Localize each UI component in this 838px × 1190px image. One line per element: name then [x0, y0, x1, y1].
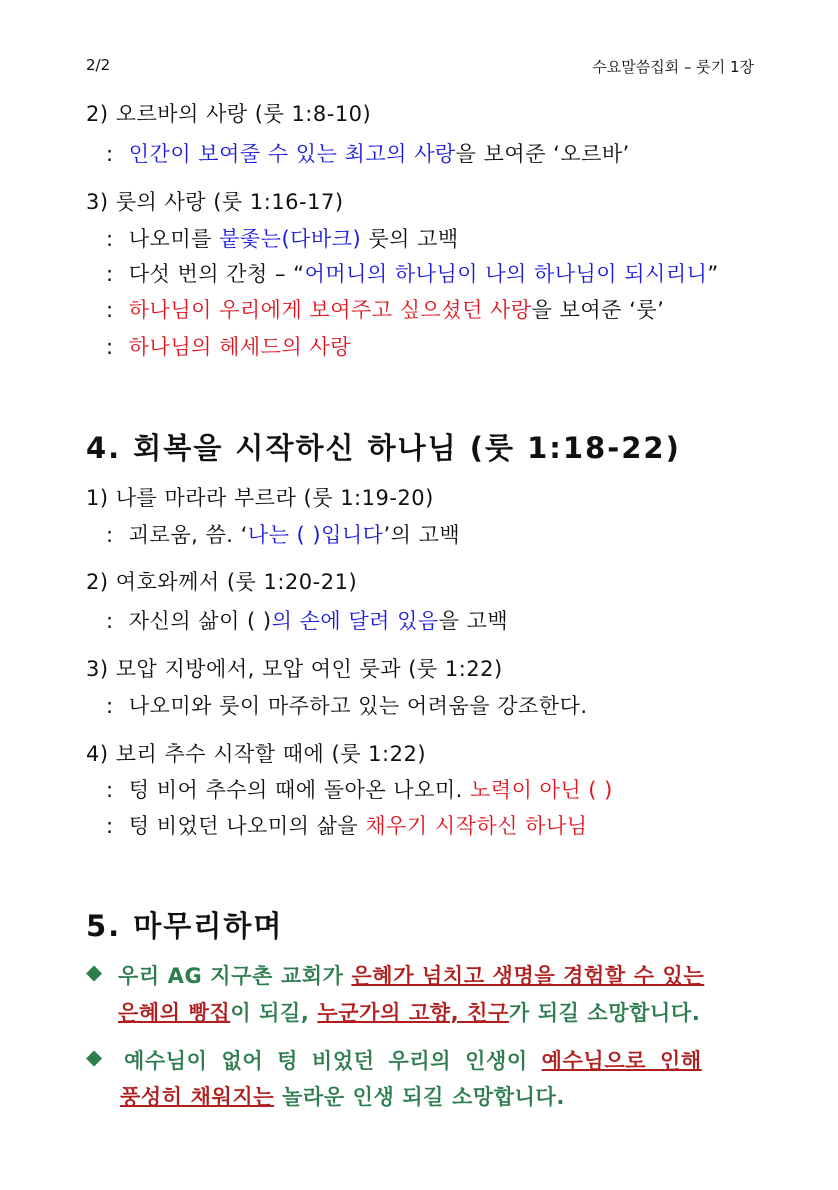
- page-number: 2/2: [86, 56, 111, 74]
- item-title: 3) 룻의 사랑 (룻 1:16-17): [86, 190, 344, 214]
- highlight-text: 붙좇는(다바크): [219, 227, 362, 251]
- underlined-highlight: 누군가의 고향, 친구: [317, 1001, 509, 1025]
- item-line: [106, 605, 508, 635]
- item-title: 4) 보리 추수 시작할 때에 (룻 1:22): [86, 742, 427, 766]
- colon: :: [106, 298, 114, 322]
- line-text: 텅 비었던 나오미의 삶을: [128, 814, 366, 838]
- colon: :: [106, 142, 114, 166]
- line-text: 을 보여준 ‘오르바’: [455, 142, 630, 166]
- closing-text: 놀라운 인생 되길 소망합니다.: [274, 1085, 565, 1109]
- highlight-text: 인간이 보여줄 수 있는 최고의 사랑: [128, 142, 456, 166]
- colon: :: [106, 778, 114, 802]
- item-line: [106, 519, 460, 549]
- highlight-text: 노력이 아닌 ( ): [470, 778, 613, 802]
- highlight-text: 하나님이 우리에게 보여주고 싶으셨던 사랑: [128, 298, 532, 322]
- highlight-text: 나는 ( )입니다: [247, 523, 384, 547]
- item-title: 3) 모압 지방에서, 모압 여인 룻과 (룻 1:22): [86, 657, 503, 681]
- item-line: [106, 294, 664, 324]
- underlined-highlight: 은혜가 넘치고 생명을 경험할 수 있는: [351, 964, 705, 988]
- item-line: [106, 331, 351, 361]
- section-heading: 5. 마무리하며: [86, 909, 284, 943]
- item-line: [106, 690, 588, 720]
- section-heading: 4. 회복을 시작하신 하나님 (룻 1:18-22): [86, 431, 681, 465]
- closing-text: 가 되길 소망합니다.: [508, 1001, 701, 1025]
- highlight-text: 채우기 시작하신 하나님: [365, 814, 588, 838]
- line-text: 나오미와 룻이 마주하고 있는 어려움을 강조한다.: [128, 694, 588, 718]
- line-text: 다섯 번의 간청 – “: [128, 262, 305, 286]
- line-text: ’의 고백: [383, 523, 461, 547]
- item-line: [106, 774, 613, 804]
- line-text: 룻의 고백: [361, 227, 459, 251]
- closing-text: 예수님이 없어 텅 비었던 우리의 인생이: [124, 1049, 542, 1073]
- colon: :: [106, 814, 114, 838]
- closing-text: 이 되길,: [230, 1001, 318, 1025]
- line-text: 나오미를: [128, 227, 220, 251]
- line-text: 을 보여준 ‘룻’: [531, 298, 665, 322]
- item-line: [106, 138, 630, 168]
- closing-text: 우리 AG 지구촌 교회가: [118, 964, 352, 988]
- item-title: 2) 오르바의 사랑 (룻 1:8-10): [86, 102, 372, 126]
- closing-line: [120, 1081, 565, 1111]
- diamond-bullet-icon: ◆: [86, 960, 103, 984]
- closing-line: [124, 1045, 702, 1075]
- item-title: 2) 여호와께서 (룻 1:20-21): [86, 570, 358, 594]
- colon: :: [106, 609, 114, 633]
- colon: :: [106, 335, 114, 359]
- item-line: [106, 810, 588, 840]
- colon: :: [106, 523, 114, 547]
- line-text: 텅 비어 추수의 때에 돌아온 나오미.: [128, 778, 470, 802]
- underlined-highlight: 은혜의 빵집: [118, 1001, 231, 1025]
- line-text: 을 고백: [438, 609, 509, 633]
- closing-line: [106, 997, 700, 1027]
- header-title: 수요말씀집회 – 룻기 1장: [592, 58, 754, 76]
- colon: :: [106, 694, 114, 718]
- highlight-text: 하나님의 헤세드의 사랑: [128, 335, 351, 359]
- line-text: ”: [707, 262, 719, 286]
- closing-line: [118, 960, 704, 990]
- underlined-highlight: 풍성히 채워지는: [120, 1085, 275, 1109]
- item-line: [106, 223, 459, 253]
- underlined-highlight: 예수님으로 인해: [541, 1049, 702, 1073]
- line-text: 자신의 삶이 ( ): [128, 609, 272, 633]
- highlight-text: 의 손에 달려 있음: [271, 609, 439, 633]
- colon: :: [106, 227, 114, 251]
- colon: :: [106, 262, 114, 286]
- line-text: 괴로움, 씀. ‘: [128, 523, 248, 547]
- highlight-text: 어머니의 하나님이 나의 하나님이 되시리니: [304, 262, 708, 286]
- item-title: 1) 나를 마라라 부르라 (룻 1:19-20): [86, 486, 434, 510]
- diamond-bullet-icon: ◆: [86, 1045, 103, 1069]
- item-line: [106, 258, 719, 288]
